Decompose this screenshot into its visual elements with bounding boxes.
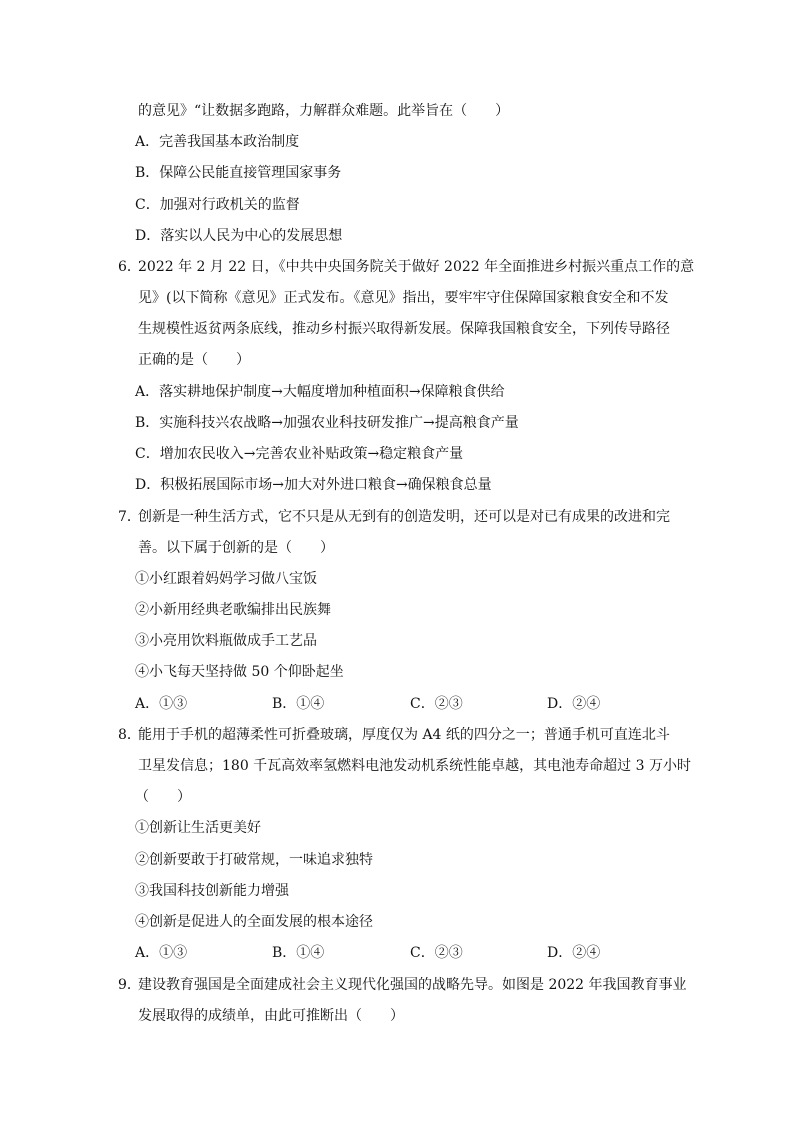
question-5-option-c: C．加强对行政机关的监督	[135, 197, 300, 213]
question-6-stem-line-3: 生规模性返贫两条底线，推动乡村振兴取得新发展。保障我国粮食安全，下列传导路径	[138, 321, 670, 337]
question-7-item-2: ②小新用经典老歌编排出民族舞	[135, 602, 331, 618]
question-7-choice-c: C．②③	[410, 696, 463, 712]
question-6-number: 6．	[118, 259, 141, 275]
question-8-choice-a: A．①③	[135, 945, 188, 961]
question-6-option-c: C．增加农民收入→完善农业补贴政策→稳定粮食产量	[135, 446, 464, 462]
question-7-choice-d: D．②④	[547, 696, 601, 712]
question-7-item-3: ③小亮用饮料瓶做成手工艺品	[135, 633, 317, 649]
question-8-stem-line-3: （ ）	[135, 789, 191, 805]
question-8-item-4: ④创新是促进人的全面发展的根本途径	[135, 914, 373, 930]
question-8-choices	[0, 943, 794, 963]
question-6-stem-line-1: 2022 年 2 月 22 日，《中共中央国务院关于做好 2022 年全面推进乡村振兴重点工作的意	[138, 259, 695, 275]
question-7-choices	[0, 694, 794, 714]
question-8-choice-b: B．①④	[272, 945, 325, 961]
question-6-option-d: D．积极拓展国际市场→加大对外进口粮食→确保粮食总量	[135, 477, 492, 493]
question-8-choice-c: C．②③	[410, 945, 463, 961]
question-8-stem-line-2: 卫星发信息；180 千瓦高效率氢燃料电池发动机系统性能卓越，其电池寿命超过 3 万小时	[138, 758, 691, 774]
question-7-number: 7．	[118, 509, 141, 525]
question-7-item-1: ①小红跟着妈妈学习做八宝饭	[135, 571, 317, 587]
question-8-item-1: ①创新让生活更美好	[135, 820, 261, 836]
question-7-item-4: ④小飞每天坚持做 50 个仰卧起坐	[135, 664, 344, 680]
question-9-stem-line-2: 发展取得的成绩单，由此可推断出（ ）	[138, 1008, 404, 1024]
question-9-number: 9．	[118, 977, 141, 993]
question-5-option-a: A．完善我国基本政治制度	[135, 134, 300, 150]
question-8-item-2: ②创新要敢于打破常规，一味追求独特	[135, 852, 373, 868]
question-7-choice-a: A．①③	[135, 696, 188, 712]
question-6-stem-line-2: 见》(以下简称《意见》正式发布。《意见》指出，要牢牢守住保障国家粮食安全和不发	[138, 290, 669, 306]
question-8-choice-d: D．②④	[547, 945, 601, 961]
question-8-item-3: ③我国科技创新能力增强	[135, 883, 289, 899]
question-5-stem-tail: 的意见》“让数据多跑路，力解群众难题。此举旨在（ ）	[138, 103, 510, 119]
question-6-stem-line-4: 正确的是（ ）	[138, 352, 250, 368]
question-5-option-b: B．保障公民能直接管理国家事务	[135, 165, 342, 181]
question-7-stem-line-1: 创新是一种生活方式，它不只是从无到有的创造发明，还可以是对已有成果的改进和完	[138, 509, 670, 525]
question-9-stem-line-1: 建设教育强国是全面建成社会主义现代化强国的战略先导。如图是 2022 年我国教育事业	[138, 977, 687, 993]
question-6-option-b: B．实施科技兴农战略→加强农业科技研发推广→提高粮食产量	[135, 415, 519, 431]
question-5-option-d: D．落实以人民为中心的发展思想	[135, 228, 343, 244]
question-7-stem-line-2: 善。以下属于创新的是（ ）	[138, 540, 334, 556]
question-8-number: 8．	[118, 727, 141, 743]
question-6-option-a: A．落实耕地保护制度→大幅度增加种植面积→保障粮食供给	[135, 384, 505, 400]
question-7-choice-b: B．①④	[272, 696, 325, 712]
question-8-stem-line-1: 能用于手机的超薄柔性可折叠玻璃，厚度仅为 A4 纸的四分之一；普通手机可直连北斗	[138, 727, 670, 743]
